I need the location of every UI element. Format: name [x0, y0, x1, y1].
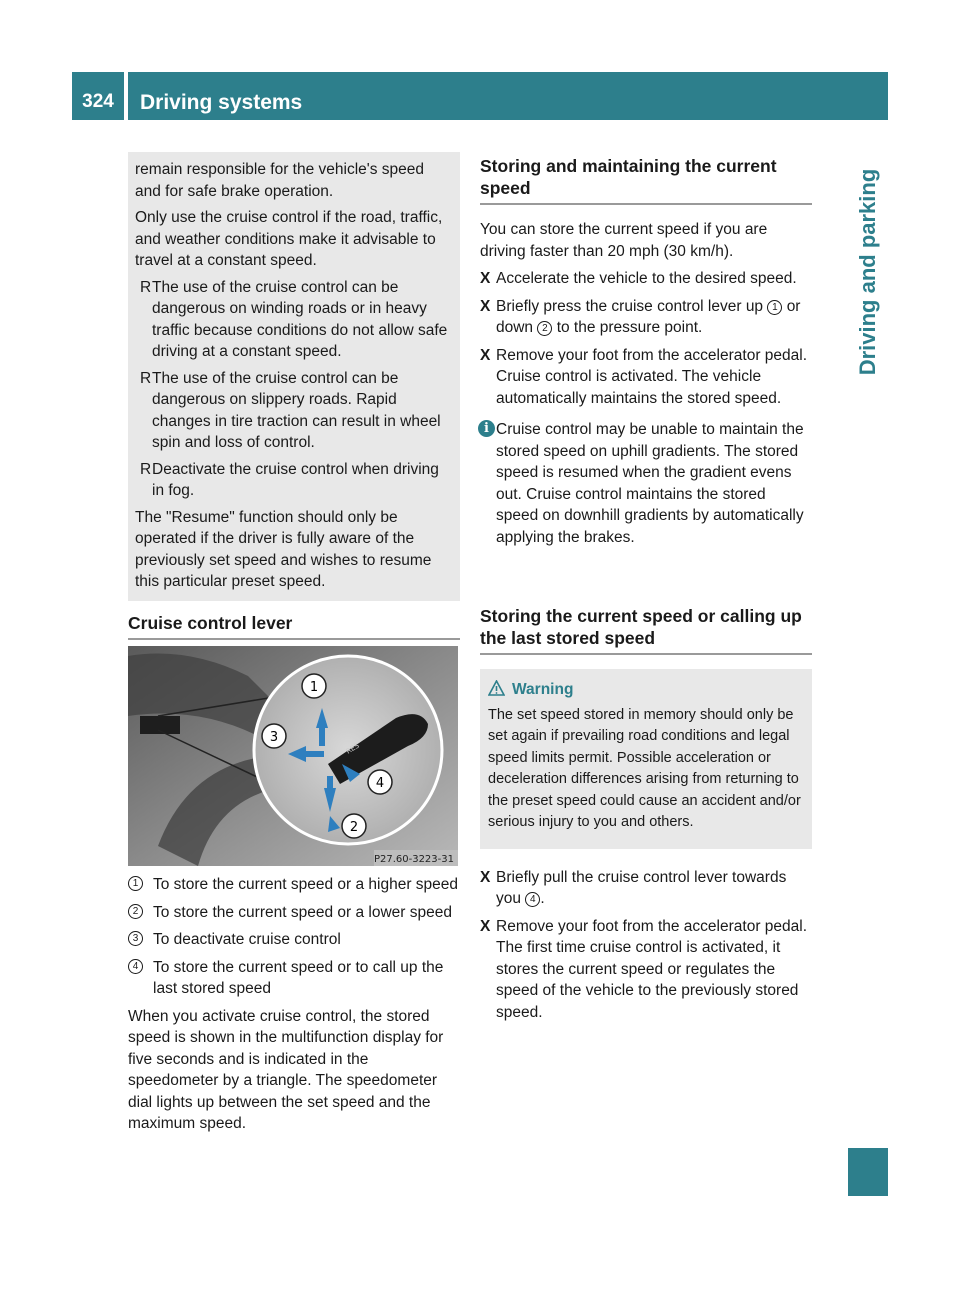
- bullet-mark: R: [140, 460, 152, 478]
- step-mark: X: [480, 270, 491, 287]
- page-title: Driving systems: [140, 91, 303, 114]
- body-paragraph: You can store the current speed if you are driving faster than 20 mph (30 km/h).: [480, 221, 768, 260]
- warning-continuation-box: [128, 152, 460, 601]
- warning-paragraph: The "Resume" function should only be operated if the driver is fully aware of the previously set speed and wishes to resume this particular preset speed.: [135, 508, 432, 590]
- instruction-step: X Briefly pull the cruise control lever towards you 4 .: [480, 868, 787, 907]
- body-paragraph: When you activate cruise control, the stored speed is shown in the multifunction display for five seconds and is indicated in the speedometer by a triangle. The speedometer dial lights up between the set speed and the maximum speed.: [128, 1007, 444, 1132]
- warning-paragraph: Only use the cruise control if the road, traffic, and weather conditions make it advisable to travel at a constant speed.: [135, 209, 443, 269]
- legend-item: 1 To store the current speed or a higher speed: [128, 874, 460, 896]
- warning-paragraph: remain responsible for the vehicle's speed and for safe brake operation.: [135, 161, 425, 200]
- section-heading-store-recall: Storing the current speed or calling up the last stored speed: [480, 605, 812, 655]
- warning-triangle-icon: [488, 680, 505, 696]
- step-mark: X: [480, 297, 491, 315]
- cruise-lever-figure: [128, 646, 458, 866]
- warning-bullet: R The use of the cruise control can be dangerous on winding roads or in heavy traffic because conditions do not allow safe driving at a constant speed.: [140, 278, 448, 360]
- warning-box: [480, 669, 812, 849]
- section-store-recall: [480, 605, 812, 1029]
- legend-number: 2: [128, 904, 143, 919]
- callout-label-1: 1: [309, 680, 319, 695]
- callout-label-2: 2: [349, 820, 359, 835]
- lever-section: [128, 612, 460, 640]
- page-number: 324: [82, 91, 114, 112]
- step-mark: X: [480, 868, 491, 886]
- arrow-down-shaft: [327, 776, 333, 794]
- instruction-step: X Remove your foot from the accelerator pedal. The first time cruise control is activated, it stores the current speed or regulates the speed of the vehicle to the previously stored speed.: [480, 917, 808, 1021]
- step-result: Cruise control is activated. The vehicle automatically maintains the stored speed.: [496, 368, 782, 407]
- callout-label-4: 4: [375, 776, 385, 791]
- side-tab-label: Driving and parking: [855, 168, 880, 376]
- legend-number: 4: [128, 959, 143, 974]
- warning-text: The set speed stored in memory should only be set again if prevailing road conditions and legal speed limits permit. Possible acceleration or deceleration differences arising from returning to the preset speed could cause an accident and/or serious injury to you and others.: [488, 706, 801, 830]
- legend-number: 3: [128, 931, 143, 946]
- bullet-mark: R: [140, 369, 152, 387]
- warning-bullet: R Deactivate the cruise control when driving in fog.: [140, 460, 439, 499]
- legend-item: 4 To store the current speed or to call up the last stored speed: [128, 957, 460, 1000]
- callout-label-3: 3: [269, 730, 279, 745]
- figure-legend: [128, 874, 460, 1135]
- legend-number: 1: [128, 876, 143, 891]
- warning-title: Warning: [488, 679, 804, 701]
- inline-number: 4: [525, 892, 540, 907]
- section-store-maintain: [480, 155, 812, 548]
- arrow-up-shaft: [319, 728, 325, 746]
- section-heading-lever: Cruise control lever: [128, 612, 460, 640]
- inline-number: 2: [537, 321, 552, 336]
- lever-marking: RES: [344, 741, 361, 756]
- section-heading-store-maintain: Storing and maintaining the current speed: [480, 155, 812, 205]
- info-note: i Cruise control may be unable to maintain the stored speed on uphill gradients. The stored speed is resumed when the gradient evens out. Cruise control maintains the stored speed on downhill gradients by automatically applying the brakes.: [480, 419, 812, 548]
- legend-item: 2 To store the current speed or a lower speed: [128, 902, 460, 924]
- side-tab-block: [848, 1148, 888, 1196]
- instruction-step: X Accelerate the vehicle to the desired speed.: [480, 268, 812, 290]
- step-result: The first time cruise control is activated, it stores the current speed or regulates the speed of the vehicle to the previously stored speed.: [496, 939, 799, 1021]
- bullet-mark: R: [140, 278, 152, 296]
- figure-code: P27.60-3223-31: [373, 854, 454, 865]
- cruise-lever-illustration: [128, 646, 458, 866]
- arrow-left-shaft: [306, 751, 324, 757]
- legend-item: 3 To deactivate cruise control: [128, 929, 460, 951]
- header-divider: [124, 72, 128, 120]
- info-icon: i: [478, 420, 495, 437]
- inline-number: 1: [767, 300, 782, 315]
- instruction-step: X Remove your foot from the accelerator pedal. Cruise control is activated. The vehicle automatically maintains the stored speed.: [480, 346, 808, 407]
- step-mark: X: [480, 917, 491, 935]
- step-mark: X: [480, 346, 491, 364]
- instruction-step: X Briefly press the cruise control lever up 1 or down 2 to the pressure point.: [480, 297, 801, 336]
- warning-bullet: R The use of the cruise control can be dangerous on slippery roads. Rapid changes in tire traction can result in wheel spin and loss of control.: [140, 369, 441, 451]
